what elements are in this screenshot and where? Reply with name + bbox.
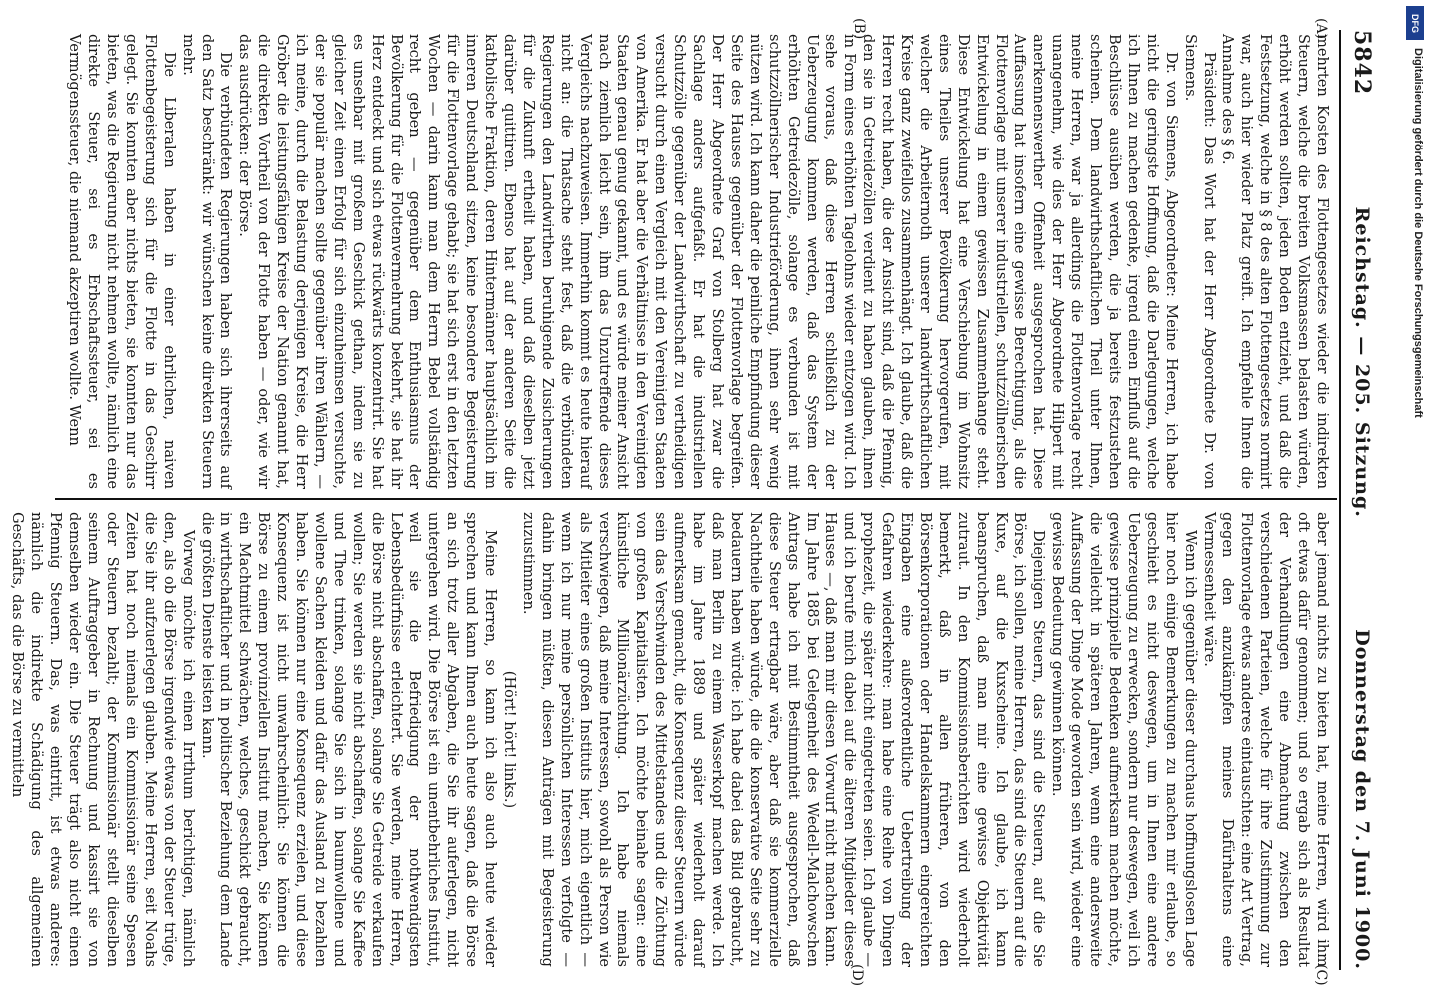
paragraph: Vorweg möchte ich einen Irrthum berichtigen, nämlich den, als ob die Börse irgendwie etwas von der Steuer trüge, die Sie ihr aufzuerlegen glauben. Meine Herren, seit Noahs Zeiten hat noch niemals ein Kommissionär seine Spesen oder Steuern bezahlt; der Kommissionär stellt dieselben seinem Auftraggeber in Rechnung und kassirt sie von demselben wieder ein. Die Steuer trägt also nicht einen Pfennig Steuern. Das, was eintritt, ist etwas anderes: nämlich die indirekte Schädigung des allgemeinen Geschäfts, das die Börse zu vermitteln — [9, 512, 197, 967]
session-title: Reichstag. — 205. Sitzung. — [1351, 206, 1373, 518]
paragraph: Die verbündeten Regierungen haben sich ihrerseits auf den Satz beschränkt: wir wünschen keine direkten Steuern mehr. — [179, 34, 235, 489]
page-header — [1347, 30, 1377, 970]
session-date: Donnerstag den 7. Juni 1900. — [1351, 629, 1373, 970]
interjection: (Hört! hört! links.) — [501, 670, 519, 809]
column-divider — [55, 498, 1337, 500]
paragraph-president: Präsident: Das Wort hat der Herr Abgeordnete Dr. von Siemens. — [1181, 34, 1218, 489]
paragraph: Die Liberalen haben in einer ehrlichen, naiven Flottenbegeisterung sich für die Flotte in das Geschirr gelegt. Sie konnten aber nichts bieten, sie konnten nur das bieten, was die Regierung nicht nehmen wollte, nämlich eine direkte Steuer, sei es Erbschaftssteuer, sei es Vermögenssteuer, die niemand akzeptiren wollte. Wenn — [66, 34, 178, 489]
watermark-text: Digitalisierung gefördert durch die Deutsche Forschungsgemeinschaft — [1412, 48, 1424, 418]
header-rule — [1339, 30, 1341, 970]
margin-mark-b: (B) — [851, 18, 867, 40]
paragraph: Diejenigen Steuern, das sind die Steuern, auf die Sie Börse, ich sollen, meine Herren, das sind die Steuern auf die Kuxe, auf die Kuxscheine. Ich glaube, ich kann beanspruchen, daß man mir eine gewisse Objektivität zutraut. In den Kommissionsberichten wird wiederholt bemerkt, daß in allen früheren, von den Börsenkorporationen oder Handelskammern eingereichten Eingaben eine außerordentliche Uebertreibung der Gefahren wiederkehre: man habe eine Reihe von Dingen prophezeit, die später nicht eingetreten seien. Ich glaube — und ich berufe mich dabei auf die älteren Mitglieder dieses Hauses —, daß man mir diesen Vorwurf nicht machen kann. Im Jahre 1885 bei Gelegenheit des Wedell-Malchowschen Antrags habe ich mit Bestimmtheit ausgesprochen, daß diese Steuer ertragbar wäre, aber daß sie kommerzielle Nachtheile haben würde, die die konservative Seite sehr zu bedauern haben würde: ich habe dabei das Bild gebraucht, daß man Berlin zu einem Wasserkopf machen werde. Ich habe im Jahre 1889 und später wiederholt darauf aufmerksam gemacht, die Konsequenz dieser Steuern würde sein das Verschwinden des Mittelstandes und die Züchtung von großen Kapitalisten. Ich möchte beinahe sagen: eine künstliche Millionärzüchtung. Ich habe niemals verschwiegen, daß meine Interessen, sowohl als Person wie als Mitleiter eines großen Instituts hier, mich eigentlich — wenn ich nur meine persönlichen Interessen verfolgte — dahin bringen müßten, diesen Anträgen mit Begeisterung zuzustimmen. — [519, 512, 1048, 967]
paragraph: aber jemand nichts zu bieten hat, meine Herren, wird ihm oft etwas dafür genommen; und so ergab sich als Resultat der Verhandlungen eine Abmachung zwischen den verschiedenen Parteien, welche für ihre Zustimmung zur Flottenvorlage etwas anderes eintauschten: eine Art Vertrag, gegen den anzukämpfen meines Dafürhaltens eine Vermessenheit wäre. — [1200, 512, 1331, 967]
page-number: 5842 — [1349, 30, 1375, 96]
paragraph-siemens: Dr. von Siemens, Abgeordneter: Meine Herren, ich habe nicht die geringste Hoffnung, daß die Darlegungen, welche ich Ihnen zu machen gedenke, irgend einen Einfluß auf die Beschlüsse ausüben werden, die ja bereits festzustehen scheinen. Dem landwirthschaftlichen Theil unter Ihnen, meine Herren, war ja allerdings die Flottenvorlage recht unangenehm, wie dies der Herr Abgeordnete Hilpert mit anerkennenswerther Offenheit ausgesprochen hat. Diese Auffassung hat insofern eine gewisse Berechtigung, als die Flottenvorlage mit unserer industriellen, schutzzöllnerischen Entwickelung in einem gewissen Zusammenhange steht. Diese Entwickelung hat eine Verschiebung im Wohnsitz eines Theiles unserer Bevölkerung hervorgerufen, mit welcher die Arbeiternoth unserer landwirthschaftlichen Kreise ganz zweifellos zusammenhängt. Ich glaube, daß die Herren recht haben, die der Ansicht sind, daß die Pfennig, den sie in Getreidezöllen verdient zu haben glauben, ihnen in Form eines erhöhten Tagelohns wieder entzogen wird. Ich sehe voraus, daß diese Herren schließlich zu der Ueberzeugung kommen werden, daß das System der erhöhten Getreidezölle, solange es verbunden ist mit schutzzöllnerischer Industrieförderung, ihnen sehr wenig nützen wird. Ich kann daher die peinliche Empfindung dieser Seite des Hauses gegenüber der Flottenvorlage begreifen. Der Herr Abgeordnete Graf von Stolberg hat zwar die Sachlage anders aufgefaßt. Er hat die industriellen Schutzzölle gegenüber der Landwirthschaft zu vertheidigen versucht durch einen Vergleich mit den Vereinigten Staaten von Amerika. Er hat aber die Verhältnisse in den Vereinigten Staaten genau genug gekannt, und es würde meiner Ansicht nach ziemlich leicht sein, ihm das Unzutreffende dieses Vergleichs nachzuweisen. Immerhin kommt es heute hierauf nicht an: die Thatsache steht fest, daß die verbündeten Regierungen den Landwirthen beruhigende Zusicherungen für die Zukunft ertheilt haben, und daß dieselben jetzt darüber quittiren. Ebenso hat auf der anderen Seite die katholische Fraktion, deren Hintermänner hauptsächlich im inneren Deutschland sitzen, keine besondere Begeisterung für die Flottenvorlage gehabt; sie hat sich erst in den letzten Wochen — darin kann man dem Herrn Bebel vollständig recht geben — gegenüber dem Enthusiasmus der Bevölkerung für die Flottenvermehrung bekehrt, sie hat ihr Herz entdeckt und sich etwas rückwärts konzentrirt. Sie hat es unsehbar mit großem Geschick gethan, indem sie zu gleicher Zeit einen Erfolg für sich einzuheimsen versuchte, der sie populär machen sollte gegenüber ihren Wählern, — ich meine, durch die Belastung derjenigen Kreise, die Herr Gröber die leistungsfähigen Kreise der Nation genannt hat, die direkten Vortheil von der Flotte haben — oder, wie wir das ausdrücken: der Börse. — [236, 34, 1180, 489]
left-column — [59, 34, 1331, 489]
right-column — [9, 512, 1331, 967]
paragraph: Meine Herren, so kann ich also auch heute wieder sprechen und kann Ihnen auch heute sagen, daß die Börse an sich trotz aller Abgaben, die Sie ihr auferlegen, nicht untergehen wird. Die Börse ist ein unentbehrliches Institut, weil sie die Befriedigung der nothwendigsten Lebensbedürfnisse erleichtert. Sie werden, meine Herren, die Börse nicht abschaffen, solange Sie Getreide verkaufen wollen; Sie werden sie nicht abschaffen, solange Sie Kaffee und Thee trinken, solange Sie sich in baumwollene und wollene Sachen kleiden und dafür das Ausland zu bezahlen haben. Sie können nur eine Konsequenz erzielen, und diese Konsequenz ist nicht unwahrscheinlich: Sie können die Börse zu einem provinziellen Institut machen, Sie können ein Machtmittel schwächen, welches, geschickt gebraucht, in wirthschaftlicher und in politischer Beziehung dem Lande die größten Dienste leisten kann. — [198, 512, 500, 967]
paragraph: Wenn ich gegenüber dieser durchaus hoffnungslosen Lage hier noch einige Bemerkungen zu machen mir erlaube, so geschieht es nicht deswegen, um in Ihnen eine andere Ueberzeugung zu erwecken, sondern nur deswegen, weil ich gewisse prinzipielle Bedenken aufmerksam machen möchte, die vielleicht in späteren Jahren, wenn eine andersweite Auffassung der Dinge Mode geworden sein wird, wieder eine gewisse Bedeutung gewinnen können. — [1049, 512, 1199, 967]
paragraph: mehrten Kosten des Flottengesetzes wieder die indirekten Steuern, welche die breiten Volksmassen belasten würden, erhöht werden sollten, jeden Boden entzieht, und daß die Festsetzung, welche in § 8 des alten Flottengesetzes normirt war, auch hier wieder Platz greift. Ich empfehle Ihnen die Annahme des § 6. — [1219, 34, 1331, 489]
margin-mark-d: (D) — [849, 964, 865, 987]
rotated-scan-page — [9, 18, 1395, 987]
margin-mark-c: (C) — [1313, 964, 1329, 986]
digitization-watermark — [1398, 0, 1434, 1000]
dfg-logo: DFG — [1406, 6, 1424, 40]
margin-mark-a: (A) — [1313, 18, 1329, 40]
